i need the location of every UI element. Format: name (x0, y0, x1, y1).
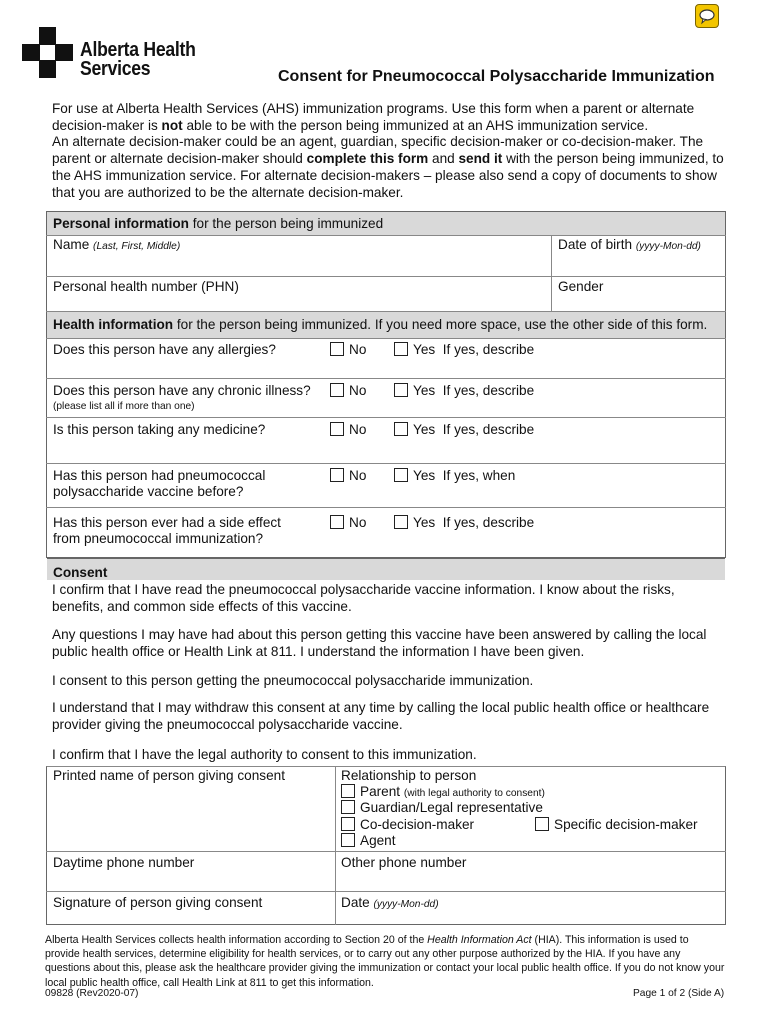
health-section-title: Health information for the person being immunized. If you need more space, use the other side of this form. (53, 317, 708, 332)
question-side-effect-line2: from pneumococcal immunization? (53, 531, 264, 546)
ahs-cross-icon (22, 27, 74, 83)
consent-paragraph-1: I confirm that I have read the pneumococcal polysaccharide vaccine information. I know about the risks, benefits, and common side effects of this vaccine. (52, 582, 675, 614)
consent-paragraph-2: Any questions I may have had about this person getting this vaccine have been answered by calling the local public health office or Health Link at 811. I understand the information I have been given. (52, 627, 707, 659)
vaccine-no-option[interactable]: No (330, 468, 366, 483)
chronic-yes-checkbox[interactable] (394, 383, 408, 397)
gender-field[interactable] (552, 295, 725, 311)
signature-field[interactable] (47, 910, 334, 924)
dob-field-label: Date of birth (yyyy-Mon-dd) (558, 237, 701, 252)
signature-label: Signature of person giving consent (53, 895, 263, 910)
consent-paragraph-4: I understand that I may withdraw this consent at any time by calling the local public health office or healthcare provider giving the pneumococcal polysaccharide vaccine. (52, 700, 710, 732)
date-field[interactable] (336, 910, 725, 924)
rel-guardian-option[interactable]: Guardian/Legal representative (341, 800, 543, 815)
allergies-yes-checkbox[interactable] (394, 342, 408, 356)
question-previous-vaccine: Has this person had pneumococcal (53, 468, 266, 483)
vaccine-no-checkbox[interactable] (330, 468, 344, 482)
medicine-yes-option[interactable]: Yes If yes, describe (394, 422, 534, 437)
personal-section-title: Personal information for the person being immunized (53, 216, 384, 231)
rel-specific-checkbox[interactable] (535, 817, 549, 831)
date-label: Date (yyyy-Mon-dd) (341, 895, 439, 910)
phn-field[interactable] (47, 295, 550, 311)
chronic-no-option[interactable]: No (330, 383, 366, 398)
medicine-yes-checkbox[interactable] (394, 422, 408, 436)
daytime-phone-label: Daytime phone number (53, 855, 195, 870)
org-name: Alberta Health Services (80, 39, 196, 80)
page-number: Page 1 of 2 (Side A) (633, 988, 725, 999)
vaccine-yes-checkbox[interactable] (394, 468, 408, 482)
side-effect-yes-checkbox[interactable] (394, 515, 408, 529)
intro-text: For use at Alberta Health Services (AHS) immunization programs. Use this form when a parent or alternate decision-maker is not able to be with the person being immunized at an AHS immunization service. An alternate decision-maker could be an agent, guardian, specific decision-maker or co-decision-maker. The parent or alternate decision-maker should complete this form and send it with the person being immunized, to the AHS immunization service. For alternate decision-makers – please also send a copy of documents to show that you are authorized to be the alternate decision-maker. (52, 101, 724, 200)
chronic-yes-option[interactable]: Yes If yes, describe (394, 383, 534, 398)
vaccine-yes-option[interactable]: Yes If yes, when (394, 468, 515, 483)
rel-parent-option[interactable]: Parent (with legal authority to consent) (341, 784, 545, 799)
printed-name-field[interactable] (47, 785, 334, 850)
phn-field-label: Personal health number (PHN) (53, 279, 239, 294)
chronic-illness-note: (please list all if more than one) (53, 401, 195, 412)
rel-specific-option[interactable]: Specific decision-maker (535, 817, 698, 832)
medicine-no-checkbox[interactable] (330, 422, 344, 436)
privacy-notice: Alberta Health Services collects health information according to Section 20 of the Health Information Act (HIA). This information is used to provide health services, determine eligibility for health services, or to carry out any other purpose authorized by the HIA. If you have any questions about this, please ask the healthcare provider giving the immunization or contact your local public health office. If you do not know your local public health office, call Health Link at 811 to get this information. (45, 934, 725, 989)
allergies-no-option[interactable]: No (330, 342, 366, 357)
rel-agent-option[interactable]: Agent (341, 833, 396, 848)
allergies-no-checkbox[interactable] (330, 342, 344, 356)
consent-paragraph-5: I confirm that I have the legal authority to consent to this immunization. (52, 747, 477, 762)
relationship-label: Relationship to person (341, 768, 477, 783)
rel-codm-option[interactable]: Co-decision-maker (341, 817, 474, 832)
comment-icon[interactable] (695, 4, 719, 28)
consent-section-header (47, 558, 725, 580)
gender-field-label: Gender (558, 279, 604, 294)
question-side-effect: Has this person ever had a side effect (53, 515, 281, 530)
medicine-no-option[interactable]: No (330, 422, 366, 437)
other-phone-field[interactable] (336, 871, 725, 890)
daytime-phone-field[interactable] (47, 871, 334, 890)
dob-field[interactable] (552, 252, 725, 276)
allergies-yes-option[interactable]: Yes If yes, describe (394, 342, 534, 357)
consent-paragraph-3: I consent to this person getting the pneumococcal polysaccharide immunization. (52, 673, 534, 688)
chronic-no-checkbox[interactable] (330, 383, 344, 397)
other-phone-label: Other phone number (341, 855, 467, 870)
ahs-logo (22, 27, 212, 83)
question-medicine: Is this person taking any medicine? (53, 422, 266, 437)
name-field[interactable] (47, 252, 550, 276)
rel-guardian-checkbox[interactable] (341, 800, 355, 814)
side-effect-yes-option[interactable]: Yes If yes, describe (394, 515, 534, 530)
side-effect-no-option[interactable]: No (330, 515, 366, 530)
name-field-label: Name (Last, First, Middle) (53, 237, 181, 252)
question-chronic-illness: Does this person have any chronic illness? (53, 383, 311, 398)
form-title: Consent for Pneumococcal Polysaccharide Immunization (278, 68, 715, 85)
question-allergies: Does this person have any allergies? (53, 342, 276, 357)
rel-agent-checkbox[interactable] (341, 833, 355, 847)
side-effect-no-checkbox[interactable] (330, 515, 344, 529)
printed-name-label: Printed name of person giving consent (53, 768, 285, 783)
question-previous-vaccine-line2: polysaccharide vaccine before? (53, 484, 244, 499)
consent-heading: Consent (53, 565, 108, 580)
rel-parent-checkbox[interactable] (341, 784, 355, 798)
form-code: 09828 (Rev2020-07) (45, 988, 139, 999)
rel-codm-checkbox[interactable] (341, 817, 355, 831)
